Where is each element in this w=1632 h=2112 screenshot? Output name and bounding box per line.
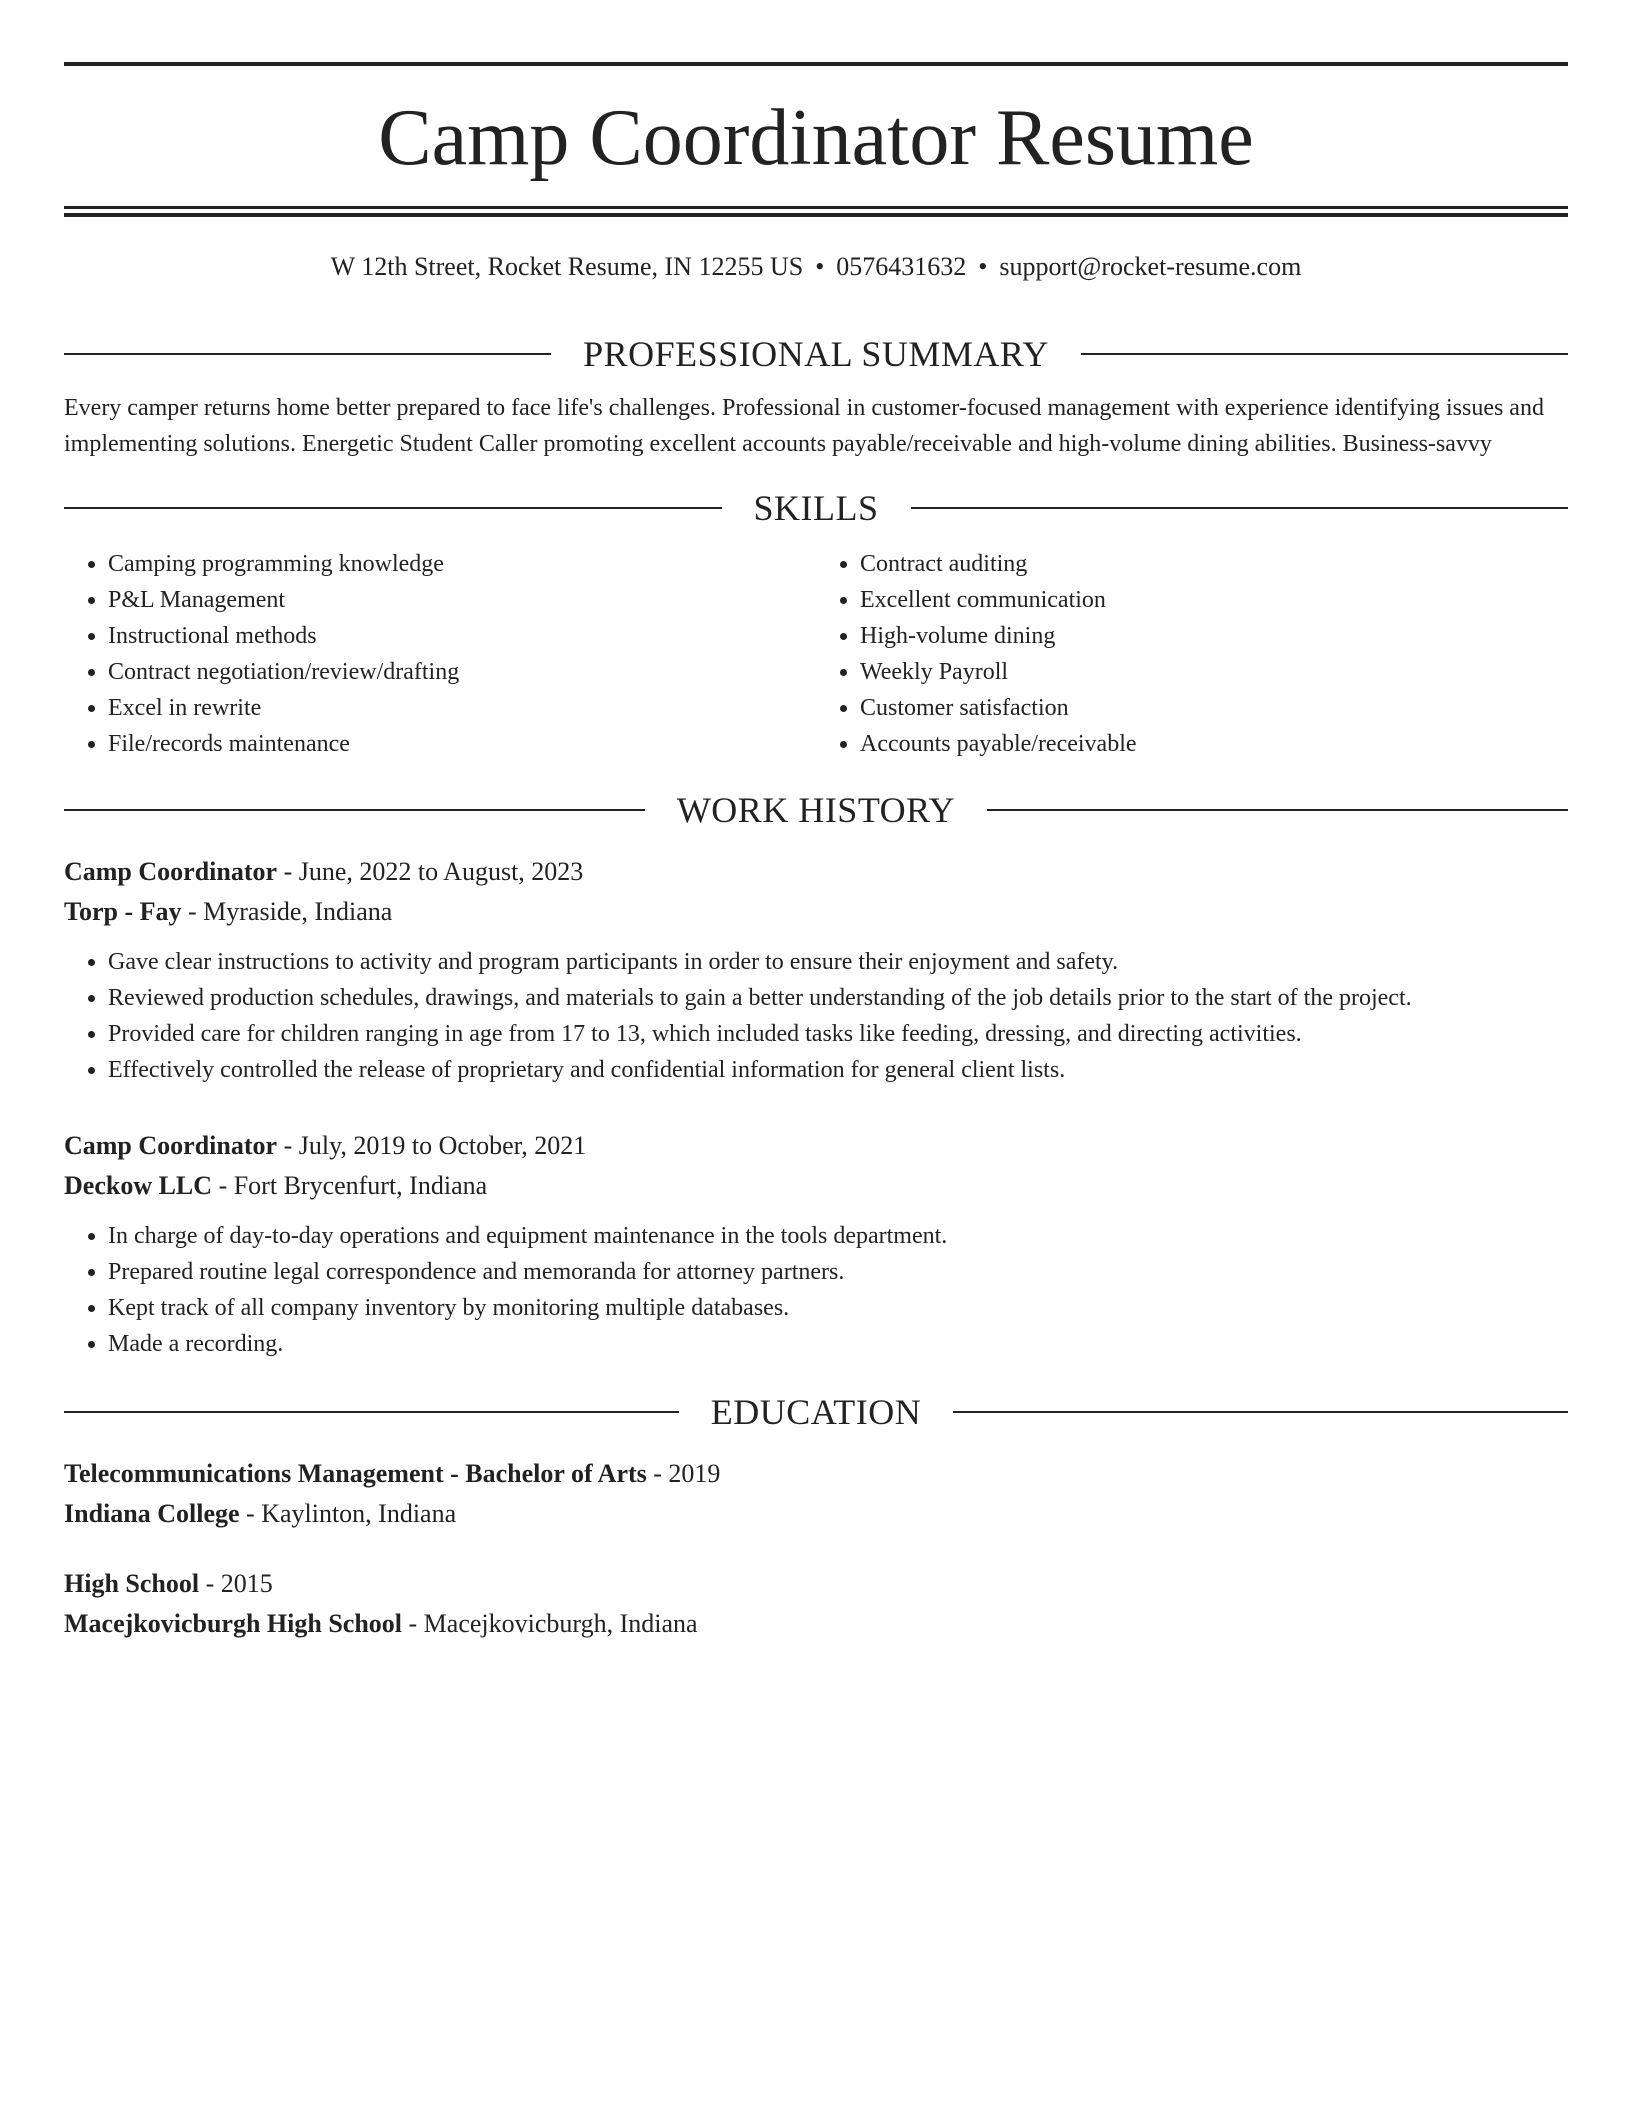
contact-line	[64, 254, 1568, 284]
section-rule	[1081, 353, 1568, 355]
job-bullet: • Effectively controlled the release of proprietary and confidential information for general client lists.	[108, 1052, 1568, 1088]
job-bullet: • Prepared routine legal correspondence and memoranda for attorney partners.	[108, 1254, 1568, 1290]
title-double-rule	[64, 206, 1568, 217]
job-company: Torp - Fay	[64, 897, 182, 926]
section-header-education	[64, 1392, 1568, 1432]
job-bullets	[64, 944, 1568, 1088]
skill-item: • Excel in rewrite	[108, 690, 816, 726]
section-rule	[64, 1411, 679, 1413]
skill-item: • P&L Management	[108, 582, 816, 618]
work-entry	[64, 1126, 1568, 1362]
section-rule	[911, 507, 1569, 509]
school-location: - Macejkovicburgh, Indiana	[402, 1609, 698, 1638]
contact-phone: 0576431632	[836, 252, 967, 281]
work-entry	[64, 852, 1568, 1088]
job-bullet: • Made a recording.	[108, 1326, 1568, 1362]
section-rule	[64, 507, 722, 509]
education-entry	[64, 1454, 1568, 1534]
job-location: - Myraside, Indiana	[181, 897, 393, 926]
skill-item: • Contract negotiation/review/drafting	[108, 654, 816, 690]
degree-title: Telecommunications Management - Bachelor of Arts	[64, 1459, 647, 1488]
skill-item: • Instructional methods	[108, 618, 816, 654]
job-title-line	[64, 852, 1568, 892]
section-rule	[953, 1411, 1568, 1413]
skill-item: • File/records maintenance	[108, 726, 816, 762]
school-location: - Kaylinton, Indiana	[239, 1499, 457, 1528]
school-name: Macejkovicburgh High School	[64, 1609, 403, 1638]
skill-item: • High-volume dining	[860, 618, 1568, 654]
job-dates: - July, 2019 to October, 2021	[277, 1131, 587, 1160]
skills-column-left	[64, 546, 816, 762]
skill-item: • Camping programming knowledge	[108, 546, 816, 582]
skill-item: • Excellent communication	[860, 582, 1568, 618]
skill-item: • Accounts payable/receivable	[860, 726, 1568, 762]
job-dates: - June, 2022 to August, 2023	[277, 857, 584, 886]
page-title: Camp Coordinator Resume	[378, 94, 1254, 182]
job-title: Camp Coordinator	[64, 1131, 278, 1160]
degree-year: - 2015	[199, 1569, 273, 1598]
summary-text: Every camper returns home better prepared to face life's challenges. Professional in customer-focused management with experience identifying issues and implementing solutions. Energetic Student Caller promoting excellent accounts payable/receivable and high-volume dining abilities. Business-savvy	[64, 395, 1544, 457]
education-entry	[64, 1564, 1568, 1644]
skills-column-right	[816, 546, 1568, 762]
job-bullets	[64, 1218, 1568, 1362]
school-line	[64, 1494, 1568, 1534]
section-header-skills	[64, 488, 1568, 528]
degree-line	[64, 1454, 1568, 1494]
job-bullet: • In charge of day-to-day operations and equipment maintenance in the tools department.	[108, 1218, 1568, 1254]
job-title-line	[64, 1126, 1568, 1166]
section-rule	[64, 353, 551, 355]
contact-separator: •	[978, 252, 988, 281]
section-title: PROFESSIONAL SUMMARY	[583, 334, 1049, 374]
school-line	[64, 1604, 1568, 1644]
job-location: - Fort Brycenfurt, Indiana	[212, 1171, 488, 1200]
skills-list	[64, 546, 1568, 762]
job-company-line	[64, 892, 1568, 932]
degree-line	[64, 1564, 1568, 1604]
job-bullet: • Reviewed production schedules, drawings, and materials to gain a better understanding of the job details prior to the start of the project.	[108, 980, 1568, 1016]
degree-title: High School	[64, 1569, 200, 1598]
job-bullet: • Provided care for children ranging in age from 17 to 13, which included tasks like feeding, dressing, and directing activities.	[108, 1016, 1568, 1052]
job-bullet: • Kept track of all company inventory by monitoring multiple databases.	[108, 1290, 1568, 1326]
contact-separator: •	[815, 252, 825, 281]
job-company: Deckow LLC	[64, 1171, 213, 1200]
degree-year: - 2019	[646, 1459, 721, 1488]
section-header-summary	[64, 334, 1568, 374]
section-rule	[64, 809, 645, 811]
section-title: WORK HISTORY	[676, 790, 956, 830]
contact-email: support@rocket-resume.com	[999, 252, 1302, 281]
section-header-work-history	[64, 790, 1568, 830]
skill-item: • Weekly Payroll	[860, 654, 1568, 690]
contact-address: W 12th Street, Rocket Resume, IN 12255 US	[330, 252, 804, 281]
section-title: EDUCATION	[710, 1392, 922, 1432]
job-company-line	[64, 1166, 1568, 1206]
skill-item: • Contract auditing	[860, 546, 1568, 582]
job-title: Camp Coordinator	[64, 857, 278, 886]
section-title: SKILLS	[753, 488, 879, 528]
school-name: Indiana College	[64, 1499, 240, 1528]
skill-item: • Customer satisfaction	[860, 690, 1568, 726]
job-bullet: • Gave clear instructions to activity and program participants in order to ensure their enjoyment and safety.	[108, 944, 1568, 980]
section-rule	[987, 809, 1568, 811]
